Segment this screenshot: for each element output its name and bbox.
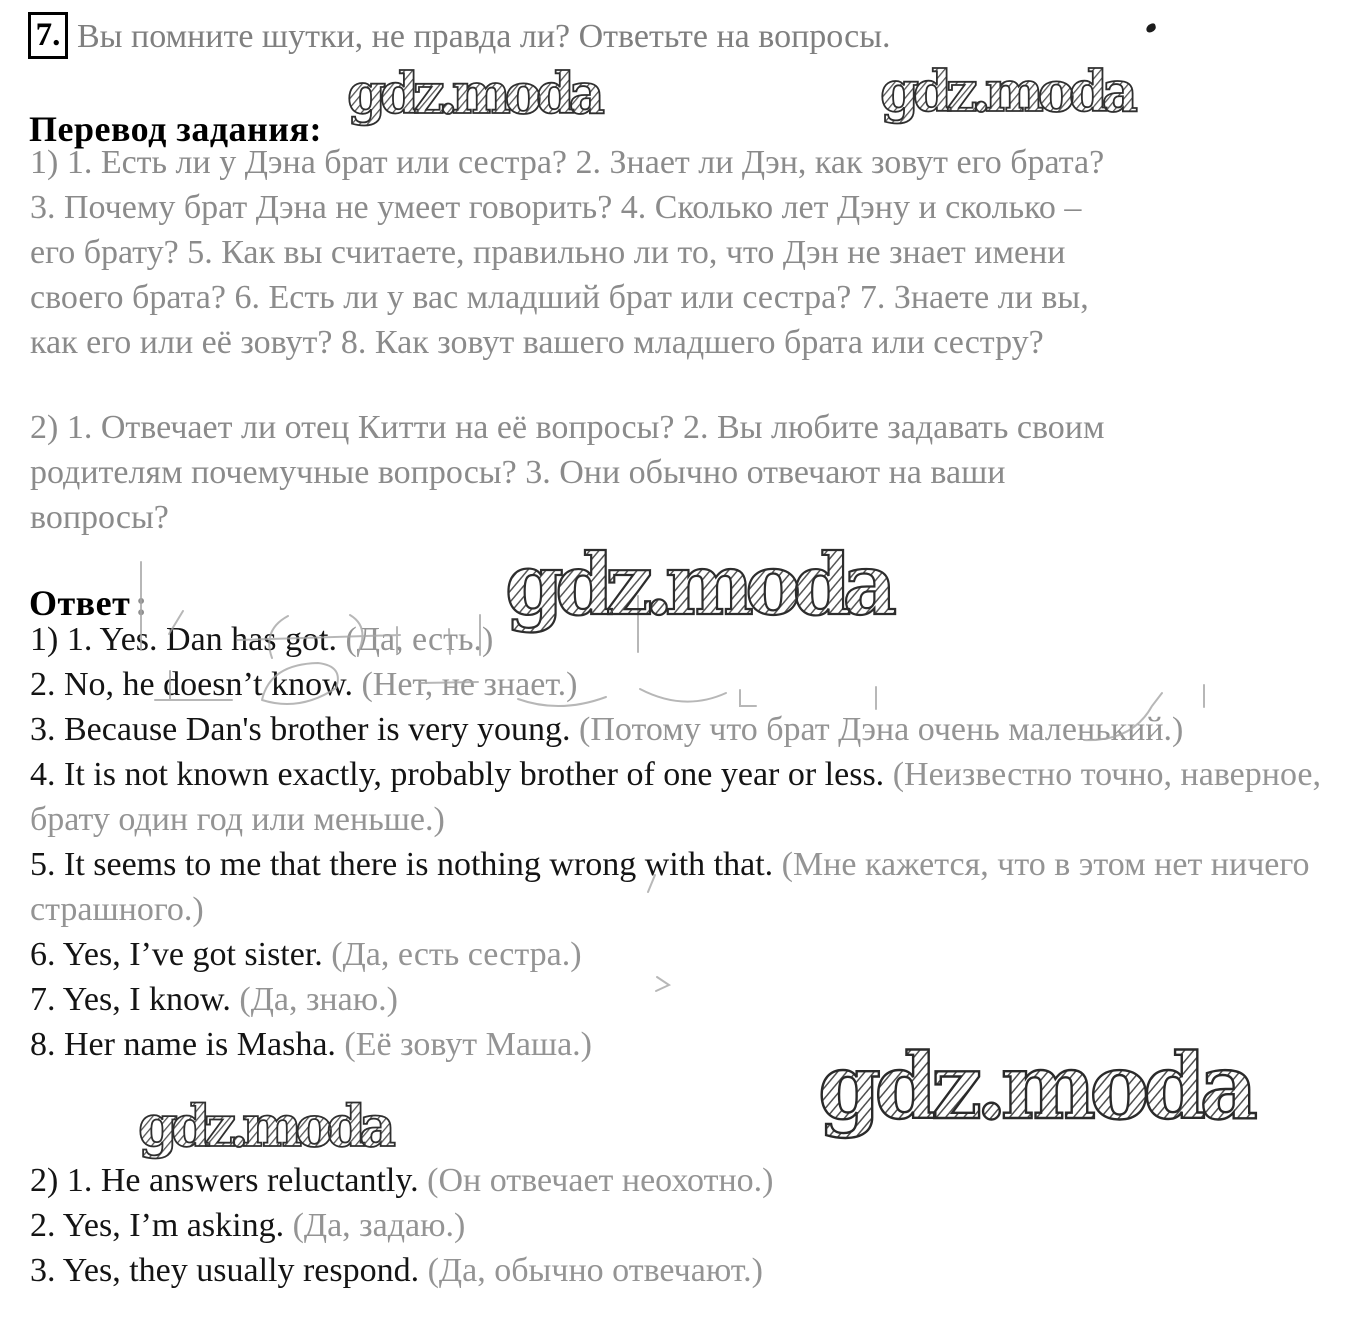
text-line: родителям почемучные вопросы? 3. Они обычно отвечают на ваши (30, 454, 1006, 491)
answer-en: 2) 1. He answers reluctantly. (30, 1162, 419, 1199)
answer-ru: (Неизвестно точно, наверное, брату один год или меньше.) (30, 756, 1321, 838)
gdz-moda-watermark (345, 66, 615, 134)
watermark-text: gdz.moda (347, 66, 605, 127)
answer-ru: (Потому что брат Дэна очень маленький.) (579, 711, 1184, 748)
text-line: его брату? 5. Как вы считаете, правильно ли то, что Дэн не знает имени (30, 234, 1066, 271)
scan-speck (1145, 23, 1157, 34)
answer-ru: (Нет, не знает.) (361, 666, 578, 703)
answers-part1 (30, 617, 1322, 1067)
answer-en: 4. It is not known exactly, probably brother of one year or less. (30, 756, 885, 793)
answer-ru: (Да, есть сестра.) (331, 936, 582, 973)
answer-en: 6. Yes, I’ve got sister. (30, 936, 323, 973)
answer-en: 2. Yes, I’m asking. (30, 1207, 285, 1244)
watermark-text: gdz.moda (505, 544, 897, 634)
watermark-text: gdz.moda (818, 1042, 1258, 1140)
task-title: Вы помните шутки, не правда ли? Ответьте на вопросы. (77, 18, 891, 55)
task-translation-part2 (30, 405, 1105, 540)
translation-heading: Перевод задания: (29, 108, 322, 149)
gdz-moda-watermark (878, 64, 1148, 132)
answer-en: 3. Yes, they usually respond. (30, 1252, 420, 1289)
watermark-text: gdz.moda (880, 64, 1138, 125)
answer-item (30, 932, 1322, 977)
text-line: 3. Почему брат Дэна не умеет говорить? 4. Сколько лет Дэну и сколько – (30, 189, 1082, 226)
answer-ru: (Он отвечает неохотно.) (427, 1162, 774, 1199)
task-number-box (28, 12, 68, 59)
task-number: 7. (35, 17, 61, 53)
answer-heading-text: Ответ (29, 582, 131, 623)
answer-en: 5. It seems to me that there is nothing wrong with that. (30, 846, 774, 883)
answer-ru: (Да, есть.) (345, 621, 494, 658)
text-line: 2) 1. Отвечает ли отец Китти на её вопросы? 2. Вы любите задавать своим (30, 409, 1105, 446)
gdz-moda-watermark (136, 1098, 406, 1168)
answer-ru: (Мне кажется, что в этом нет ничего страшного.) (30, 846, 1310, 928)
answer-ru: (Да, задаю.) (292, 1207, 466, 1244)
answer-en: 1) 1. Yes. Dan has got. (30, 621, 337, 658)
answers-part2 (30, 1158, 1322, 1293)
answer-item (30, 842, 1322, 932)
text-line: 1) 1. Есть ли у Дэна брат или сестра? 2. Знает ли Дэн, как зовут его брата? (30, 144, 1105, 181)
answer-item (30, 707, 1322, 752)
answer-en: 7. Yes, I know. (30, 981, 231, 1018)
answer-item (30, 1203, 1322, 1248)
answer-en: 8. Her name is Masha. (30, 1026, 336, 1063)
gdz-moda-watermark (816, 1042, 1268, 1152)
text-line: как его или её зовут? 8. Как зовут вашего младшего брата или сестру? (30, 324, 1044, 361)
answer-heading-colon: : (135, 582, 148, 623)
answer-item (30, 1248, 1322, 1293)
text-line: вопросы? (30, 499, 169, 536)
task-translation-part1 (30, 140, 1104, 365)
answer-ru: (Её зовут Маша.) (344, 1026, 593, 1063)
watermark-text: gdz.moda (138, 1098, 396, 1160)
answer-item (30, 662, 1322, 707)
answer-en: 2. No, he doesn’t know. (30, 666, 353, 703)
answer-item (30, 752, 1322, 842)
text-line: своего брата? 6. Есть ли у вас младший брат или сестра? 7. Знаете ли вы, (30, 279, 1089, 316)
answer-ru: (Да, знаю.) (239, 981, 398, 1018)
answer-item (30, 977, 1322, 1022)
answer-ru: (Да, обычно отвечают.) (427, 1252, 763, 1289)
gdz-moda-watermark (503, 544, 903, 646)
answer-en: 3. Because Dan's brother is very young. (30, 711, 571, 748)
